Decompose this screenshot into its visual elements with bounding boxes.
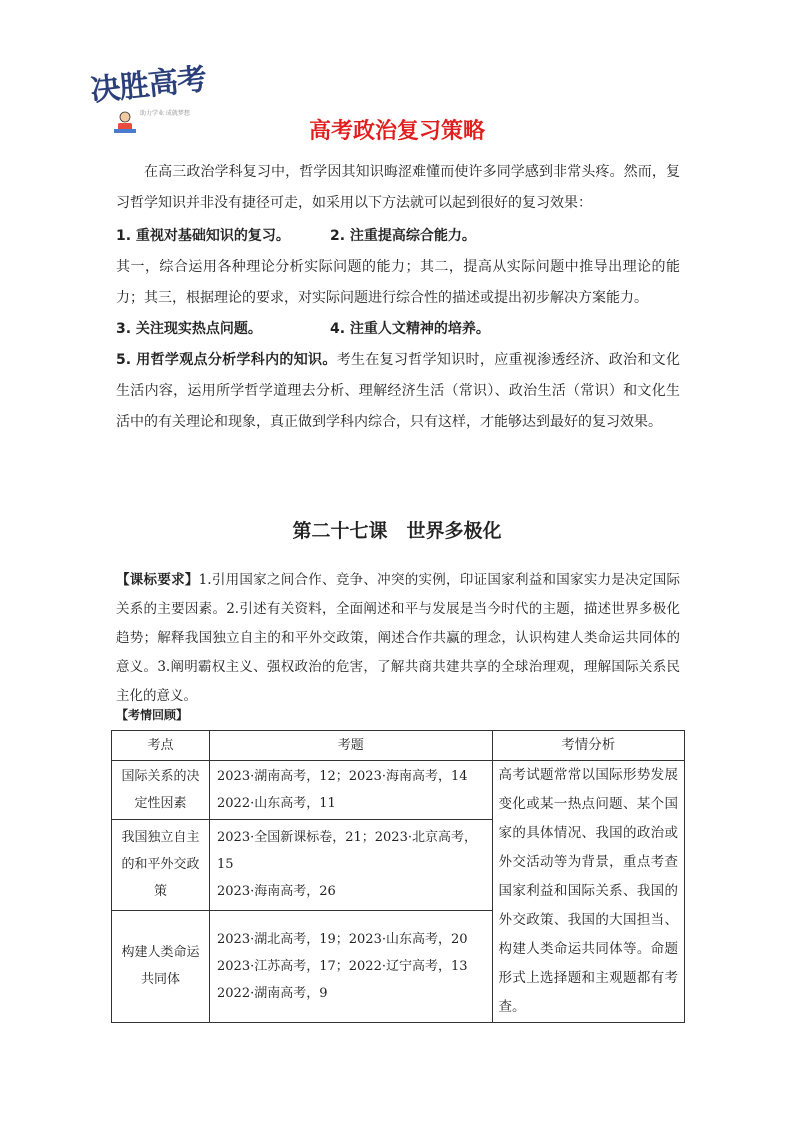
question-line: 2023·全国新课标卷，21；2023·北京高考，15 bbox=[217, 830, 477, 873]
exam-point-cell: 国际关系的决定性因素 bbox=[112, 761, 210, 820]
column-header: 考情分析 bbox=[492, 731, 684, 761]
question-line: 2023·湖北高考，19；2023·山东高考，20 bbox=[217, 931, 468, 947]
column-header: 考题 bbox=[210, 731, 493, 761]
logo-text: 决胜高考 bbox=[88, 61, 208, 109]
exam-point-cell: 我国独立自主的和平外交政策 bbox=[112, 819, 210, 910]
tip-5-text: 考生在复习哲学知识时，应重视渗透经济、政治和文化生活内容，运用所学哲学道理去分析、理解经济生活（常识）、政治生活（常识）和文化生活中的有关理论和现象，真正做到学科内综合，只有这样，才能够达到最好的复习效果。 bbox=[116, 352, 681, 430]
question-line: 2022·湖南高考，9 bbox=[217, 985, 328, 1001]
curriculum-requirements bbox=[116, 566, 680, 711]
curriculum-label: 【课标要求】 bbox=[116, 572, 199, 588]
question-line: 2023·江苏高考，17；2022·辽宁高考，13 bbox=[217, 958, 468, 974]
lesson-title: 第二十七课 世界多极化 bbox=[292, 520, 502, 542]
tip-5 bbox=[116, 345, 680, 438]
exam-questions-cell bbox=[210, 761, 493, 820]
logo-subtitle: 助力学业 成就梦想 bbox=[140, 110, 190, 117]
exam-analysis-cell: 高考试题常常以国际形势发展变化或某一热点问题、某个国家的具体情况、我国的政治或外交活动等为背景，重点考查国家利益和国际关系、我国的外交政策、我国的大国担当、构建人类命运共同体等。命题形式上选择题和主观题都有考查。 bbox=[492, 761, 684, 1023]
column-header: 考点 bbox=[112, 731, 210, 761]
exam-questions-cell bbox=[210, 910, 493, 1022]
question-line: 2023·海南高考，26 bbox=[217, 884, 336, 900]
tip-3: 3. 关注现实热点问题。 bbox=[116, 321, 262, 337]
tip-5-heading: 5. 用哲学观点分析学科内的知识。 bbox=[116, 352, 337, 368]
exam-questions-cell bbox=[210, 819, 493, 910]
question-line: 2022·山东高考，11 bbox=[217, 795, 336, 811]
tip-2-detail: 其一，综合运用各种理论分析实际问题的能力；其二，提高从实际问题中推导出理论的能力；其三，根据理论的要求，对实际问题进行综合性的描述或提出初步解决方案能力。 bbox=[116, 259, 680, 306]
page-title: 高考政治复习策略 bbox=[308, 119, 485, 144]
curriculum-text: 1.引用国家之间合作、竞争、冲突的实例，印证国家利益和国家实力是决定国际关系的主要因素。2.引述有关资料，全面阐述和平与发展是当今时代的主题，描述世界多极化趋势；解释我国独立自主的和平外交政策，阐述合作共赢的理念，认识构建人类命运共同体的意义。3.阐明霸权主义、强权政治的危害，了解共商共建共享的全球治理观，理解国际关系民主化的意义。 bbox=[116, 572, 680, 704]
tip-2: 2. 注重提高综合能力。 bbox=[330, 228, 476, 244]
tip-1: 1. 重视对基础知识的复习。 bbox=[116, 228, 290, 244]
question-line: 2023·湖南高考，12；2023·海南高考，14 bbox=[217, 768, 468, 784]
tip-4: 4. 注重人文精神的培养。 bbox=[330, 321, 490, 337]
intro-paragraph: 在高三政治学科复习中，哲学因其知识晦涩难懂而使许多同学感到非常头疼。然而，复习哲学知识并非没有捷径可走，如采用以下方法就可以起到很好的复习效果： bbox=[116, 164, 680, 211]
table-row bbox=[112, 761, 685, 820]
exam-review-label: 【考情回顾】 bbox=[116, 708, 189, 722]
table-header-row bbox=[112, 731, 685, 761]
exam-point-cell: 构建人类命运共同体 bbox=[112, 910, 210, 1022]
exam-review-table bbox=[111, 730, 685, 1023]
